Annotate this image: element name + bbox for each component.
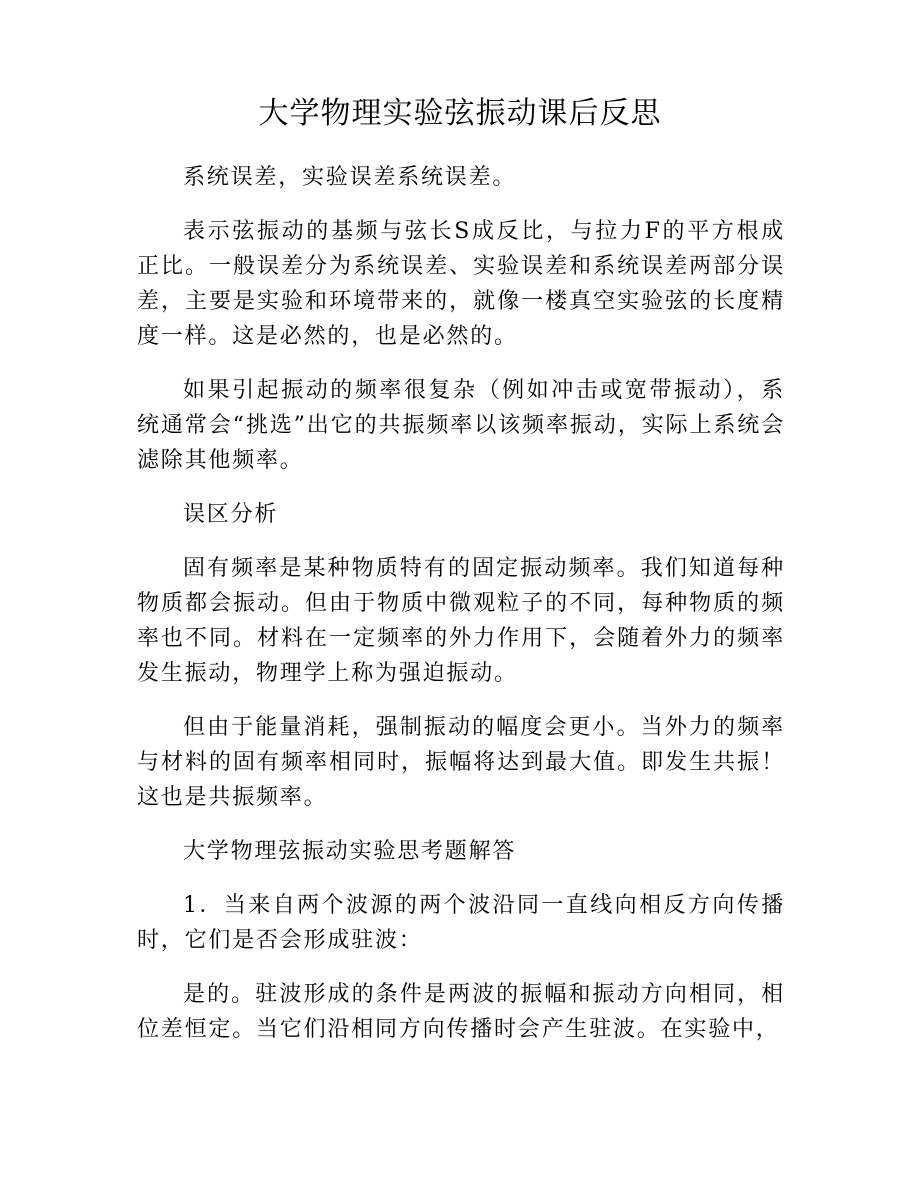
paragraph-natural-frequency: 固有频率是某种物质特有的固定振动频率。我们知道每种物质都会振动。但由于物质中微观粒子的不同，每种物质的频率也不同。材料在一定频率的外力作用下，会随着外力的频率发生振动，物理学上称为强迫振动。	[137, 556, 785, 686]
answer-1: 是的。驻波形成的条件是两波的振幅和振动方向相同，相位差恒定。当它们沿相同方向传播时会产生驻波。在实验中，	[137, 982, 785, 1042]
paragraph-fundamental-frequency: 表示弦振动的基频与弦长S成反比，与拉力F的平方根成正比。一般误差分为系统误差、实验误差和系统误差两部分误差，主要是实验和环境带来的，就像一楼真空实验弦的长度精度一样。这是必然的，也是必然的。	[137, 219, 785, 349]
document-body	[137, 160, 785, 1066]
question-1: 1．当来自两个波源的两个波沿同一直线向相反方向传播时，它们是否会形成驻波：	[137, 893, 785, 953]
paragraph-resonance-selection: 如果引起振动的频率很复杂（例如冲击或宽带振动），系统通常会“挑选”出它的共振频率以该频率振动，实际上系统会滤除其他频率。	[137, 378, 785, 473]
paragraph-system-error: 系统误差，实验误差系统误差。	[183, 165, 517, 190]
section-heading-misconceptions: 误区分析	[183, 502, 279, 527]
section-heading-questions: 大学物理弦振动实验思考题解答	[183, 839, 517, 864]
document-title: 大学物理实验弦振动课后反思	[258, 96, 662, 131]
paragraph-forced-vibration: 但由于能量消耗，强制振动的幅度会更小。当外力的频率与材料的固有频率相同时，振幅将达到最大值。即发生共振！这也是共振频率。	[137, 715, 785, 810]
